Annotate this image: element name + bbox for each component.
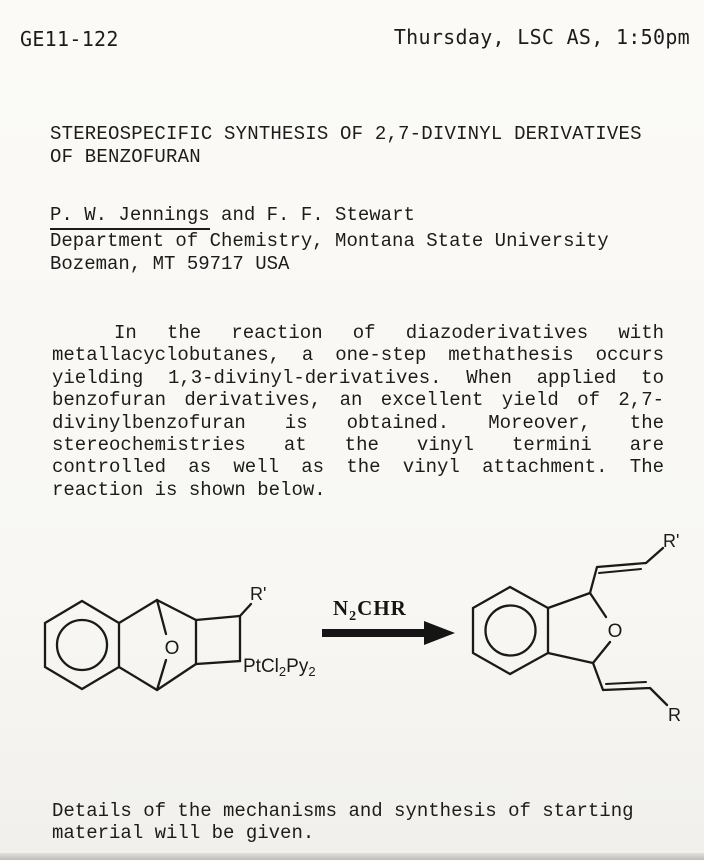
abstract-line: benzofuran derivatives, an excellent yield of 2,7-	[52, 389, 664, 412]
coauthor: and F. F. Stewart	[209, 204, 415, 226]
abstract-line: metallacyclobutanes, a one-step methathesis occurs	[52, 344, 664, 367]
abstract-line: stereochemistries at the vinyl termini are	[52, 434, 664, 457]
abstract-line: In the reaction of diazoderivatives with	[114, 322, 664, 344]
product-structure	[473, 531, 681, 725]
closing-statement	[52, 800, 682, 845]
reaction-scheme	[0, 520, 704, 770]
abstract-line: yielding 1,3-divinyl-derivatives. When applied to	[52, 366, 664, 389]
reactant-structure	[45, 584, 316, 690]
paper-title-line-1: STEREOSPECIFIC SYNTHESIS OF 2,7-DIVINYL DERIVATIVES	[50, 123, 642, 145]
r-prime-label: R'	[250, 584, 267, 604]
bridgehead-bonds	[119, 600, 196, 690]
benzene-ring	[473, 587, 548, 674]
r-label: R	[668, 705, 681, 725]
author-block	[50, 204, 680, 276]
aromatic-circle	[486, 606, 536, 656]
presenting-author: P. W. Jennings	[50, 204, 210, 230]
ring-oxygen-label: O	[607, 621, 623, 642]
arrow-head	[424, 621, 455, 645]
arrow-shaft	[322, 629, 426, 637]
top-vinyl-double-bond	[599, 569, 641, 573]
paper-title-line-2: OF BENZOFURAN	[50, 145, 201, 168]
r-prime-bond	[240, 604, 251, 616]
abstract-line: controlled as well as the vinyl attachment. The	[52, 456, 664, 479]
abstract-code: GE11-122	[20, 27, 119, 51]
paper-title	[50, 123, 680, 168]
abstract-line: reaction is shown below.	[52, 478, 326, 501]
closing-line-2: material will be given.	[52, 822, 315, 845]
abstract-paragraph	[52, 322, 664, 501]
reaction-arrow	[322, 596, 455, 645]
session-schedule: Thursday, LSC AS, 1:50pm	[393, 25, 690, 49]
reaction-scheme-drawing	[0, 520, 704, 770]
scan-edge-shadow	[0, 853, 704, 860]
furan-ring-bonds	[548, 593, 610, 663]
platinum-group-label: $PtCl_2Py_2$	[243, 656, 316, 679]
platinacyclobutane-ring	[196, 616, 240, 664]
bottom-vinyl-bonds	[593, 663, 667, 705]
abstract-line: divinylbenzofuran is obtained. Moreover, the	[52, 411, 664, 434]
author-line	[50, 204, 680, 230]
closing-line-1: Details of the mechanisms and synthesis of starting	[52, 800, 634, 822]
bottom-vinyl-double-bond	[606, 682, 646, 684]
reagent-label: $N_2CHR$	[333, 596, 407, 624]
address: Bozeman, MT 59717 USA	[50, 253, 290, 275]
affiliation: Department of Chemistry, Montana State University	[50, 230, 609, 252]
aromatic-circle	[57, 620, 107, 670]
r-prime-label: R'	[663, 531, 680, 551]
bridge-oxygen-label: O	[164, 638, 180, 659]
